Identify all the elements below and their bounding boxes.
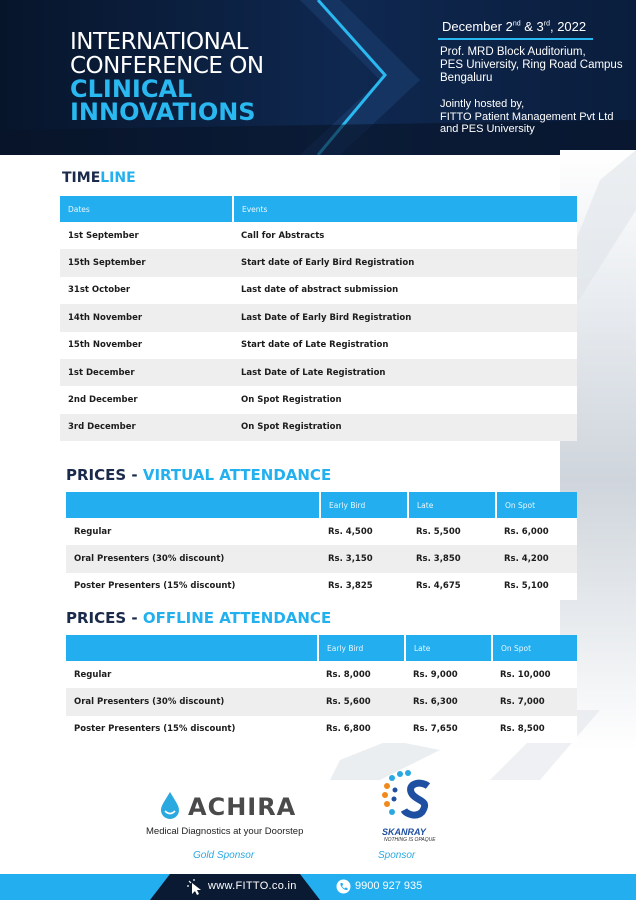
conference-date: December 2nd & 3rd, 2022	[442, 19, 587, 34]
timeline-table	[60, 196, 577, 441]
table-row: 3rd December On Spot Registration	[60, 414, 577, 441]
col-dates: Dates	[60, 196, 233, 222]
col-events: Events	[233, 196, 577, 222]
col-on-spot: On Spot	[492, 635, 577, 661]
table-row: Regular Rs. 8,000 Rs. 9,000 Rs. 10,000	[66, 661, 577, 688]
phone-icon	[336, 879, 351, 894]
achira-drop-icon	[158, 790, 182, 820]
table-row: 1st September Call for Abstracts	[60, 222, 577, 249]
achira-tagline: Medical Diagnostics at your Doorstep	[146, 826, 304, 837]
skanray-tagline: NOTHING IS OPAQUE	[384, 837, 436, 843]
col-late: Late	[405, 635, 492, 661]
gold-sponsor-label: Gold Sponsor	[193, 850, 255, 861]
skanray-logo-text: SKANRAY	[382, 827, 426, 837]
footer-shape	[0, 874, 636, 900]
title-line-3: CLINICAL	[70, 75, 193, 103]
table-row: 15th November Start date of Late Registration	[60, 332, 577, 359]
col-early-bird: Early Bird	[318, 635, 405, 661]
table-row: 31st October Last date of abstract submission	[60, 277, 577, 304]
offline-prices-heading: PRICES - OFFLINE ATTENDANCE	[66, 609, 332, 627]
table-row: Regular Rs. 4,500 Rs. 5,500 Rs. 6,000	[66, 518, 577, 545]
cursor-click-icon	[186, 878, 204, 896]
table-row: Poster Presenters (15% discount) Rs. 3,825 Rs. 4,675 Rs. 5,100	[66, 573, 577, 600]
skanray-logo-icon	[380, 768, 436, 828]
timeline-heading: TIMELINE	[62, 170, 136, 186]
venue: Prof. MRD Block Auditorium, PES University, Ring Road Campus Bengaluru	[440, 46, 623, 84]
table-row: 1st December Last Date of Late Registration	[60, 359, 577, 386]
phone-number[interactable]: 9900 927 935	[355, 880, 423, 892]
col-early-bird: Early Bird	[320, 492, 408, 518]
achira-logo-text: ACHIRA	[188, 793, 297, 821]
offline-prices-table	[66, 635, 577, 743]
title-line-4: INNOVATIONS	[70, 98, 256, 126]
table-row: 14th November Last Date of Early Bird Registration	[60, 304, 577, 331]
sponsor-label: Sponsor	[378, 850, 416, 861]
virtual-prices-heading: PRICES - VIRTUAL ATTENDANCE	[66, 466, 332, 484]
title-line-1: INTERNATIONAL	[70, 29, 248, 55]
title-line-2: CONFERENCE ON	[70, 53, 264, 79]
table-row: Oral Presenters (30% discount) Rs. 5,600 Rs. 6,300 Rs. 7,000	[66, 688, 577, 715]
col-on-spot: On Spot	[496, 492, 577, 518]
table-row: Poster Presenters (15% discount) Rs. 6,800 Rs. 7,650 Rs. 8,500	[66, 716, 577, 743]
table-row: Oral Presenters (30% discount) Rs. 3,150 Rs. 3,850 Rs. 4,200	[66, 545, 577, 572]
table-row: 2nd December On Spot Registration	[60, 386, 577, 413]
virtual-prices-table	[66, 492, 577, 600]
col-late: Late	[408, 492, 496, 518]
website-link[interactable]: www.FITTO.co.in	[208, 880, 297, 892]
date-underline	[438, 38, 593, 40]
table-row: 15th September Start date of Early Bird Registration	[60, 249, 577, 276]
hosted-by: Jointly hosted by, FITTO Patient Management Pvt Ltd and PES University	[440, 98, 614, 135]
